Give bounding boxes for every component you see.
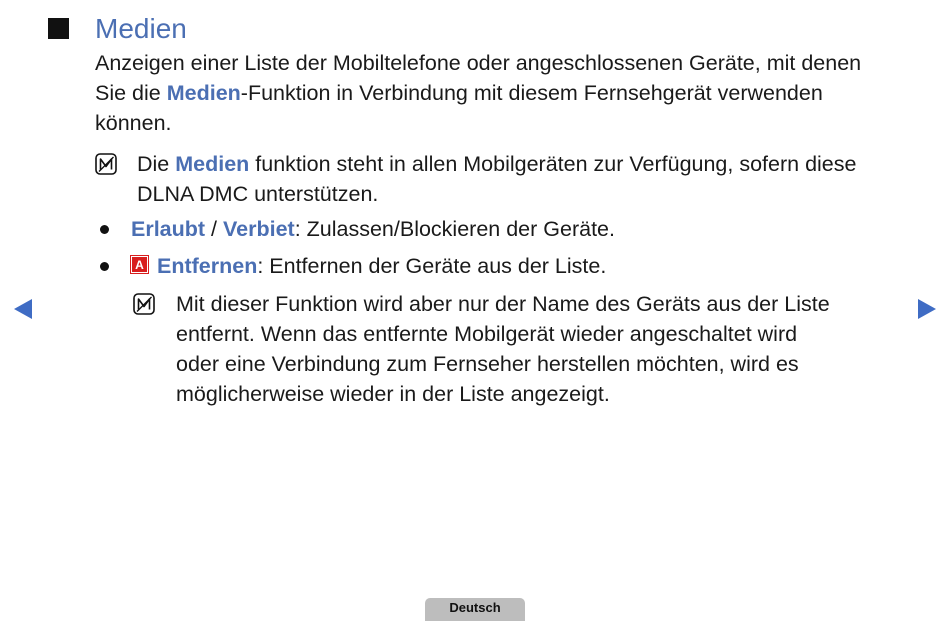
- verbiet-term: Verbiet: [223, 217, 295, 241]
- note-line-2: entfernt. Wenn das entfernte Mobilgerät wieder angeschaltet wird: [176, 322, 798, 346]
- triangle-left-icon: [14, 299, 32, 319]
- entfernen-term: Entfernen: [157, 254, 258, 278]
- bullet-description: : Entfernen der Geräte aus der Liste.: [257, 254, 607, 278]
- medien-term: Medien: [175, 152, 250, 176]
- note-line-1-start: Die: [137, 152, 176, 176]
- note-icon: [95, 153, 117, 175]
- previous-page-button[interactable]: [13, 298, 33, 320]
- medien-term: Medien: [166, 81, 241, 105]
- erlaubt-term: Erlaubt: [131, 217, 206, 241]
- intro-line-1: Anzeigen einer Liste der Mobiltelefone oder angeschlossenen Geräte, mit denen: [95, 51, 862, 75]
- red-a-button-icon: A: [131, 256, 148, 273]
- note-line-1: [137, 149, 856, 179]
- bullet-description: : Zulassen/Blockieren der Geräte.: [294, 217, 615, 241]
- note-line-1-end: funktion steht in allen Mobilgeräten zur Verfügung, sofern diese: [249, 152, 857, 176]
- note-line-1: Mit dieser Funktion wird aber nur der Name des Geräts aus der Liste: [176, 292, 830, 316]
- language-tab[interactable]: Deutsch: [425, 598, 525, 621]
- intro-line-2-end: -Funktion in Verbindung mit diesem Fernsehgerät verwenden: [240, 81, 823, 105]
- note-line-3: oder eine Verbindung zum Fernseher herstellen möchten, wird es: [176, 352, 799, 376]
- next-page-button[interactable]: [917, 298, 937, 320]
- note-line-4: möglicherweise wieder in der Liste angezeigt.: [176, 382, 610, 406]
- note-line-2: DLNA DMC unterstützen.: [137, 182, 379, 206]
- intro-paragraph: [95, 48, 861, 138]
- note-medien-dlna: [137, 149, 856, 209]
- intro-line-2: [95, 78, 861, 108]
- bullet-entfernen: [157, 251, 606, 281]
- triangle-right-icon: [918, 299, 936, 319]
- intro-line-3: können.: [95, 111, 172, 135]
- note-entfernen: [176, 289, 830, 409]
- intro-line-2-start: Sie die: [95, 81, 167, 105]
- bullet-icon: [100, 225, 109, 234]
- bullet-icon: [100, 262, 109, 271]
- square-bullet-icon: [48, 18, 69, 39]
- section-title: Medien: [95, 13, 187, 44]
- note-icon: [133, 293, 155, 315]
- bullet-separator: /: [205, 217, 223, 241]
- bullet-erlaubt-verbiet: [131, 214, 615, 244]
